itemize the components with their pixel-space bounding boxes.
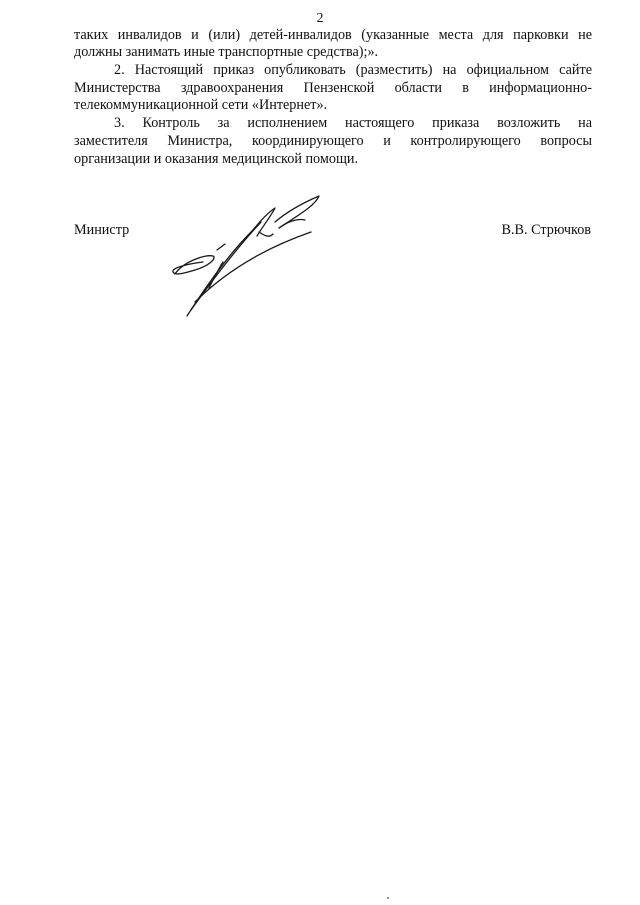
signature-title: Министр <box>74 222 130 238</box>
handwritten-signature <box>165 192 335 327</box>
body-line-3: 2. Настоящий приказ опубликовать (разместить) на официальном сайте <box>114 62 592 78</box>
body-line-5: телекоммуникационной сети «Интернет». <box>74 97 328 113</box>
signature-name: В.В. Стрючков <box>501 222 591 238</box>
body-line-7: заместителя Министра, координирующего и контролирующего вопросы <box>74 133 592 149</box>
body-line-8: организации и оказания медицинской помощи. <box>74 151 359 167</box>
body-line-2: должны занимать иные транспортные средства);». <box>74 44 379 60</box>
body-line-6: 3. Контроль за исполнением настоящего приказа возложить на <box>114 115 592 131</box>
page-number: 2 <box>316 11 324 26</box>
body-line-1: таких инвалидов и (или) детей-инвалидов (указанные места для парковки не <box>74 27 592 43</box>
scan-dot <box>387 897 389 899</box>
body-line-4: Министерства здравоохранения Пензенской области в информационно- <box>74 80 592 96</box>
